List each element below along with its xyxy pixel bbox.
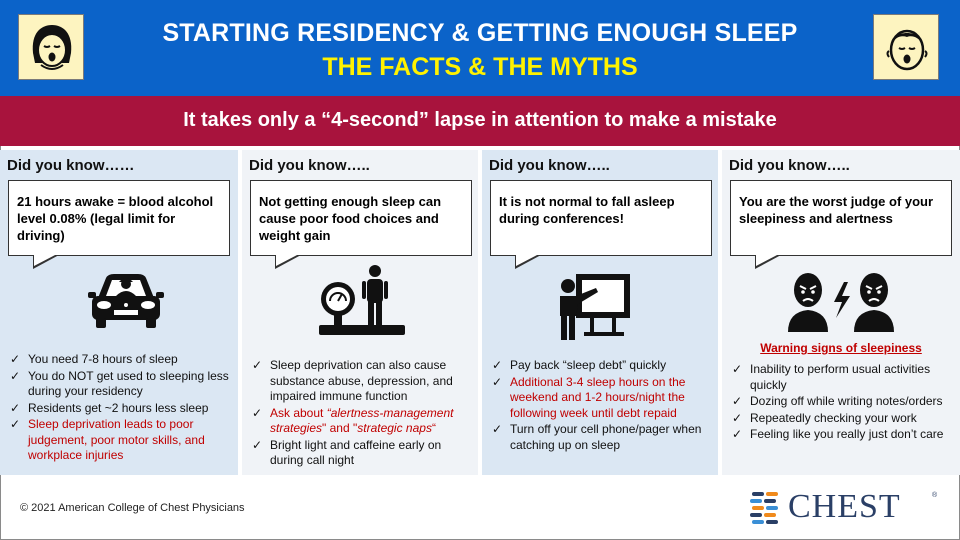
list-item: ✓ Sleep deprivation can also cause substance abuse, depression, and impaired immune function	[248, 358, 474, 405]
header-bar	[0, 0, 960, 96]
drowsy-driver-car-icon	[88, 268, 164, 336]
fact-list	[248, 358, 474, 470]
bubble-text: It is not normal to fall asleep during conferences!	[499, 194, 675, 226]
list-item: ✓ Residents get ~2 hours less sleep	[6, 401, 234, 417]
angry-faces-conflict-icon	[782, 268, 900, 332]
list-item: ✓ Feeling like you really just don’t care	[728, 427, 956, 443]
bubble-text: 21 hours awake = blood alcohol level 0.08% (legal limit for driving)	[17, 194, 214, 243]
list-item: ✓ Turn off your cell phone/pager when catching up on sleep	[488, 422, 716, 453]
list-item: ✓ Bright light and caffeine early on during call night	[248, 438, 474, 469]
fact-list	[488, 358, 716, 454]
chest-logo	[748, 490, 938, 526]
logo-wordmark: CHEST	[788, 488, 901, 525]
presenter-at-board-icon	[556, 272, 632, 342]
key-message-banner: It takes only a “4-second” lapse in attention to make a mistake	[0, 96, 960, 146]
warning-signs-heading: Warning signs of sleepiness	[760, 341, 922, 355]
fact-column-4	[722, 150, 960, 475]
did-you-know-heading: Did you know…..	[249, 157, 370, 174]
fact-column-3	[482, 150, 718, 475]
registered-mark: ®	[932, 492, 938, 499]
did-you-know-heading: Did you know……	[7, 157, 135, 174]
list-item: ✓ Additional 3-4 sleep hours on the weekend and 1-2 hours/night the following week until debt repaid	[488, 375, 716, 422]
list-item: ✓ Pay back “sleep debt” quickly	[488, 358, 716, 374]
fact-column-1	[0, 150, 238, 475]
list-item-text: Ask about	[270, 405, 324, 420]
bubble-text: You are the worst judge of your sleepiness and alertness	[739, 194, 934, 226]
list-item-emphasis: “alertness-management strategies	[270, 405, 454, 435]
copyright-text: © 2021 American College of Chest Physicians	[20, 502, 245, 514]
speech-bubble	[490, 180, 712, 256]
list-item	[248, 406, 474, 437]
list-item: ✓ Inability to perform usual activities quickly	[728, 362, 956, 393]
speech-bubble	[8, 180, 230, 256]
fact-list	[6, 352, 234, 465]
did-you-know-heading: Did you know…..	[489, 157, 610, 174]
list-item-text: “	[431, 421, 436, 435]
list-item: ✓ Dozing off while writing notes/orders	[728, 394, 956, 410]
list-item-text: " and "	[322, 421, 358, 435]
man-yawning-face-icon	[873, 14, 939, 80]
fact-list	[728, 362, 956, 444]
title-line2: THE FACTS & THE MYTHS	[322, 53, 638, 81]
bubble-text: Not getting enough sleep can cause poor food choices and weight gain	[259, 194, 442, 243]
list-item: ✓ You do NOT get used to sleeping less during your residency	[6, 369, 234, 400]
list-item: ✓ You need 7-8 hours of sleep	[6, 352, 234, 368]
weight-scale-person-icon	[317, 265, 407, 337]
chest-logo-mark-icon	[748, 490, 782, 526]
did-you-know-heading: Did you know…..	[729, 157, 850, 174]
title-line1: STARTING RESIDENCY & GETTING ENOUGH SLEEP	[162, 19, 798, 47]
speech-bubble	[730, 180, 952, 256]
list-item: ✓ Sleep deprivation leads to poor judgement, poor motor skills, and workplace injuries	[6, 417, 234, 464]
fact-column-2	[242, 150, 478, 475]
list-item-emphasis: strategic naps	[357, 421, 432, 435]
speech-bubble	[250, 180, 472, 256]
list-item: ✓ Repeatedly checking your work	[728, 411, 956, 427]
